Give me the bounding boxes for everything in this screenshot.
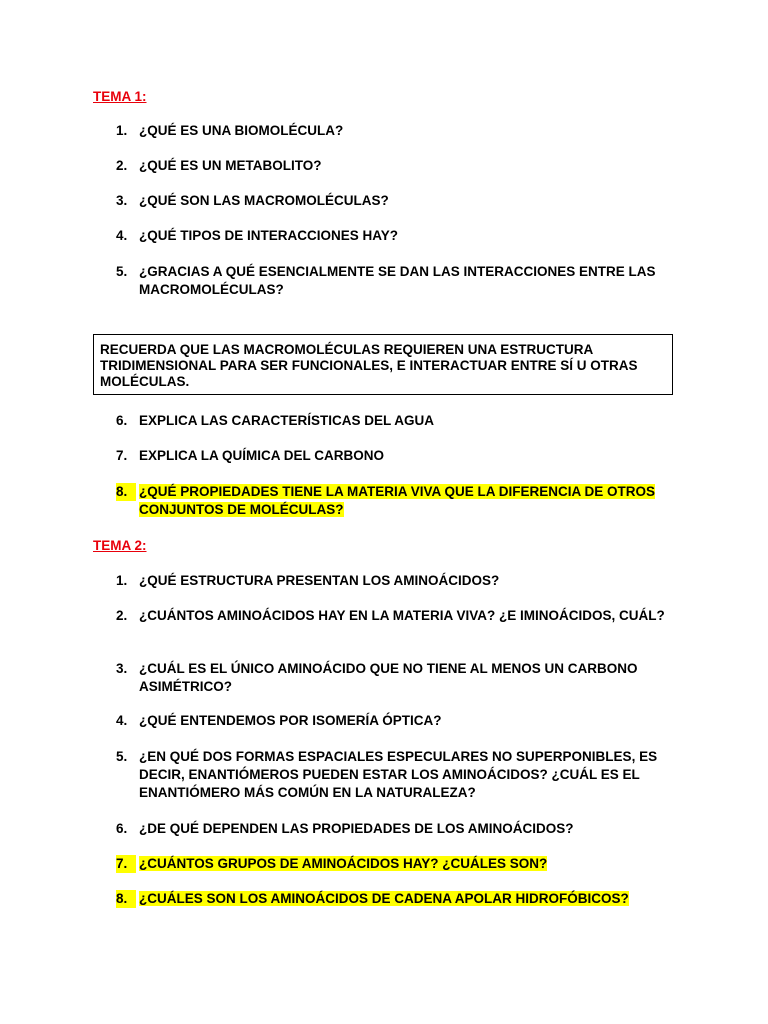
question-text: [139, 483, 679, 519]
highlighted-text: ¿QUÉ PROPIEDADES TIENE LA MATERIA VIVA QUE LA DIFERENCIA DE OTROS CONJUNTOS DE MOLÉCULAS?: [139, 484, 656, 517]
question-text: ¿EN QUÉ DOS FORMAS ESPACIALES ESPECULARES NO SUPERPONIBLES, ES DECIR, ENANTIÓMEROS PUEDEN ESTAR LOS AMINOÁCIDOS? ¿CUÁL ES EL ENANTIÓMERO MÁS COMÚN EN LA NATURALEZA?: [139, 749, 658, 800]
question-text: ¿QUÉ ESTRUCTURA PRESENTAN LOS AMINOÁCIDOS?: [139, 573, 500, 588]
tema2-heading: TEMA 2:: [93, 538, 147, 553]
question-text: [139, 855, 679, 873]
question-text: ¿QUÉ ES UNA BIOMOLÉCULA?: [139, 123, 344, 138]
tema1-heading: TEMA 1:: [93, 89, 147, 104]
question-text: ¿QUÉ ENTENDEMOS POR ISOMERÍA ÓPTICA?: [139, 713, 442, 728]
question-text: ¿GRACIAS A QUÉ ESENCIALMENTE SE DAN LAS INTERACCIONES ENTRE LAS MACROMOLÉCULAS?: [139, 264, 656, 297]
question-text: ¿QUÉ TIPOS DE INTERACCIONES HAY?: [139, 228, 399, 243]
question-number: 1.: [116, 123, 128, 138]
reminder-note-box: RECUERDA QUE LAS MACROMOLÉCULAS REQUIEREN UNA ESTRUCTURA TRIDIMENSIONAL PARA SER FUNCIONALES, E INTERACTUAR ENTRE SÍ U OTRAS MOLÉCULAS.: [93, 334, 673, 395]
question-number: 4.: [116, 713, 128, 728]
question-text: [139, 890, 679, 908]
question-number: 6.: [116, 821, 128, 836]
question-number: 2.: [116, 608, 128, 623]
question-number: 5.: [116, 264, 128, 279]
question-number: 5.: [116, 749, 128, 764]
question-number: 2.: [116, 158, 128, 173]
question-text: ¿CUÁL ES EL ÚNICO AMINOÁCIDO QUE NO TIENE AL MENOS UN CARBONO ASIMÉTRICO?: [139, 661, 638, 694]
highlighted-text: ¿CUÁNTOS GRUPOS DE AMINOÁCIDOS HAY? ¿CUÁLES SON?: [139, 856, 548, 871]
question-text: ¿CUÁNTOS AMINOÁCIDOS HAY EN LA MATERIA VIVA? ¿E IMINOÁCIDOS, CUÁL?: [139, 608, 665, 623]
question-number: 6.: [116, 413, 128, 428]
question-number: 3.: [116, 193, 128, 208]
question-number: 4.: [116, 228, 128, 243]
question-text: ¿QUÉ ES UN METABOLITO?: [139, 158, 322, 173]
question-text: EXPLICA LAS CARACTERÍSTICAS DEL AGUA: [139, 413, 435, 428]
question-text: ¿DE QUÉ DEPENDEN LAS PROPIEDADES DE LOS AMINOÁCIDOS?: [139, 821, 574, 836]
question-number: 7.: [116, 855, 136, 873]
question-text: ¿QUÉ SON LAS MACROMOLÉCULAS?: [139, 193, 389, 208]
question-number: 1.: [116, 573, 128, 588]
question-number: 7.: [116, 448, 128, 463]
highlighted-text: ¿CUÁLES SON LOS AMINOÁCIDOS DE CADENA APOLAR HIDROFÓBICOS?: [139, 891, 629, 906]
question-number: 3.: [116, 661, 128, 676]
question-text: EXPLICA LA QUÍMICA DEL CARBONO: [139, 448, 385, 463]
question-number: 8.: [116, 483, 136, 501]
question-number: 8.: [116, 890, 136, 908]
